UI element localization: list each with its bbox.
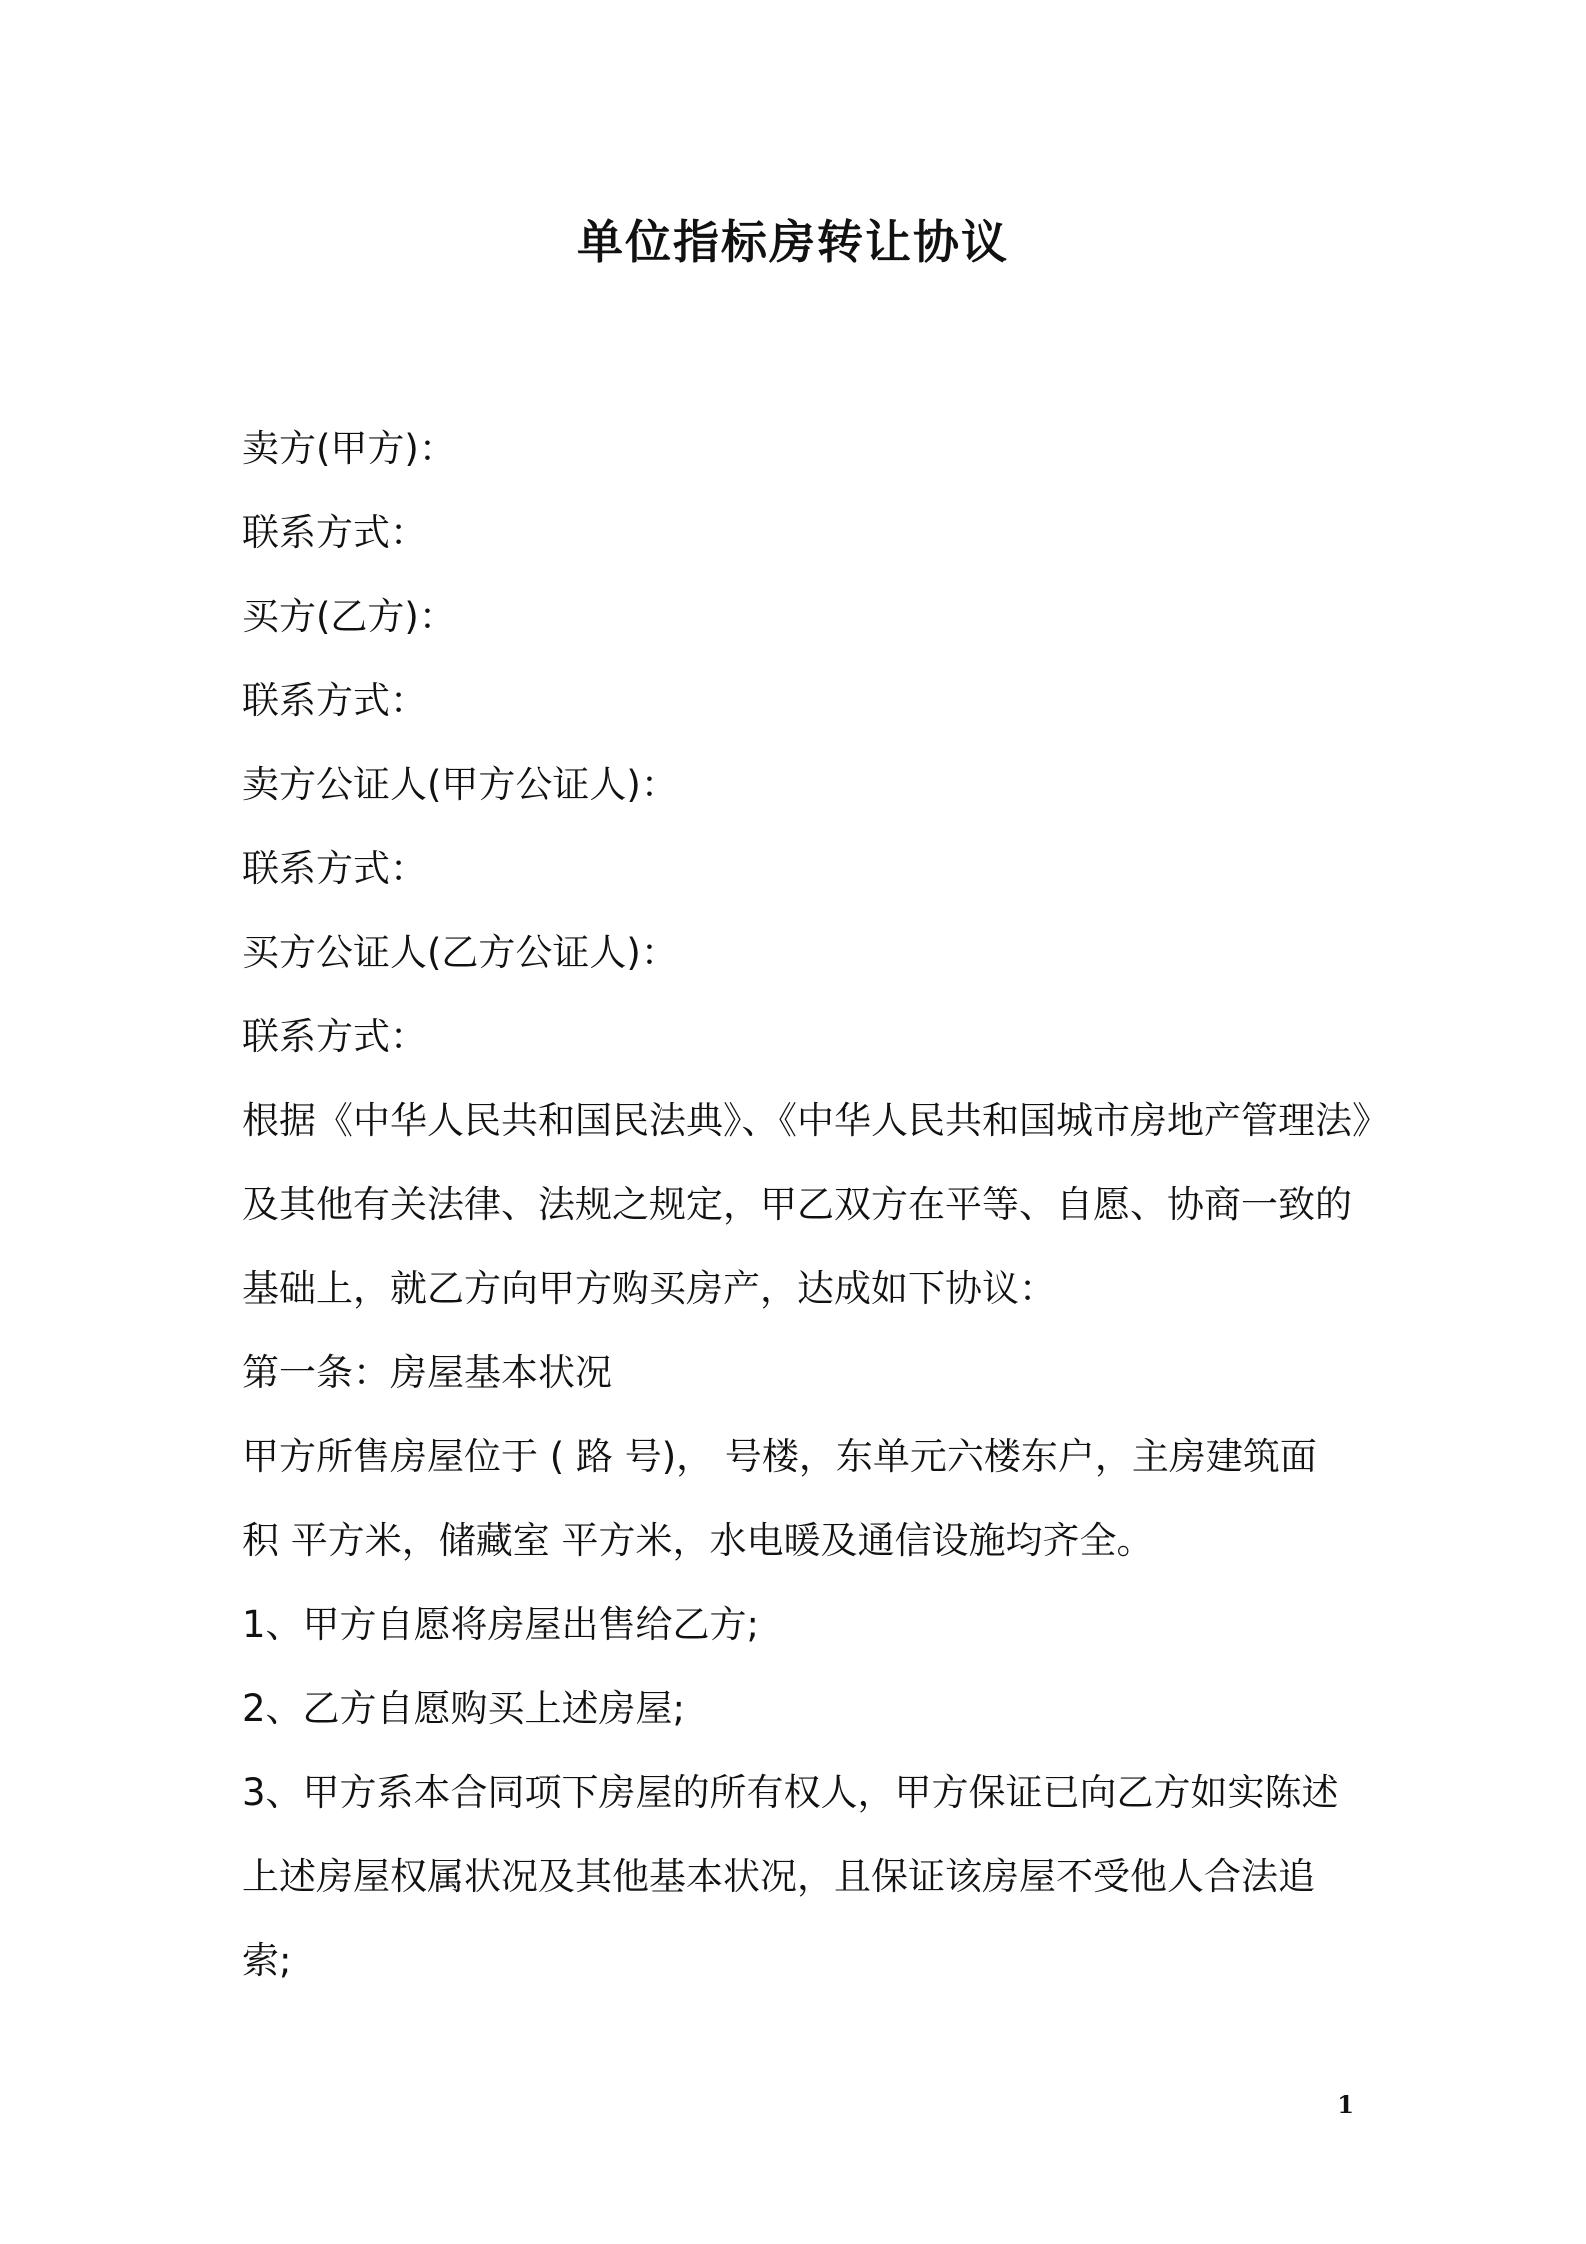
clause-item-3-line: 上述房屋权属状况及其他基本状况，且保证该房屋不受他人合法追 (242, 1855, 1315, 1898)
buyer-notary-contact-label: 联系方式： (242, 1015, 427, 1058)
clause-item-3-line: 索; (242, 1939, 292, 1982)
seller-notary-contact-label: 联系方式： (242, 847, 427, 890)
buyer-contact-label: 联系方式： (242, 679, 427, 722)
intro-line: 基础上，就乙方向甲方购买房产，达成如下协议： (242, 1267, 1056, 1310)
clause-item-3-line: 3、甲方系本合同项下房屋的所有权人，甲方保证已向乙方如实陈述 (242, 1771, 1339, 1814)
intro-line: 根据《中华人民共和国民法典》、《中华人民共和国城市房地产管理法》 (242, 1099, 1389, 1142)
intro-line: 及其他有关法律、法规之规定，甲乙双方在平等、自愿、协商一致的 (242, 1183, 1352, 1226)
clause-item-2: 2、乙方自愿购买上述房屋; (242, 1687, 686, 1730)
seller-label: 卖方(甲方)： (242, 427, 456, 470)
page-number: 1 (1337, 2090, 1354, 2119)
seller-contact-label: 联系方式： (242, 511, 427, 554)
buyer-label: 买方(乙方)： (242, 595, 456, 638)
article1-line: 积 平方米，储藏室 平方米，水电暖及通信设施均齐全。 (242, 1519, 1154, 1562)
document-title: 单位指标房转让协议 (577, 215, 1009, 269)
document-body (242, 407, 1389, 2003)
buyer-notary-label: 买方公证人(乙方公证人)： (242, 931, 678, 974)
clause-item-1: 1、甲方自愿将房屋出售给乙方; (242, 1603, 760, 1646)
seller-notary-label: 卖方公证人(甲方公证人)： (242, 763, 678, 806)
article1-heading: 第一条：房屋基本状况 (242, 1351, 612, 1394)
article1-line: 甲方所售房屋位于 ( 路 号)， 号楼，东单元六楼东户，主房建筑面 (242, 1435, 1317, 1478)
